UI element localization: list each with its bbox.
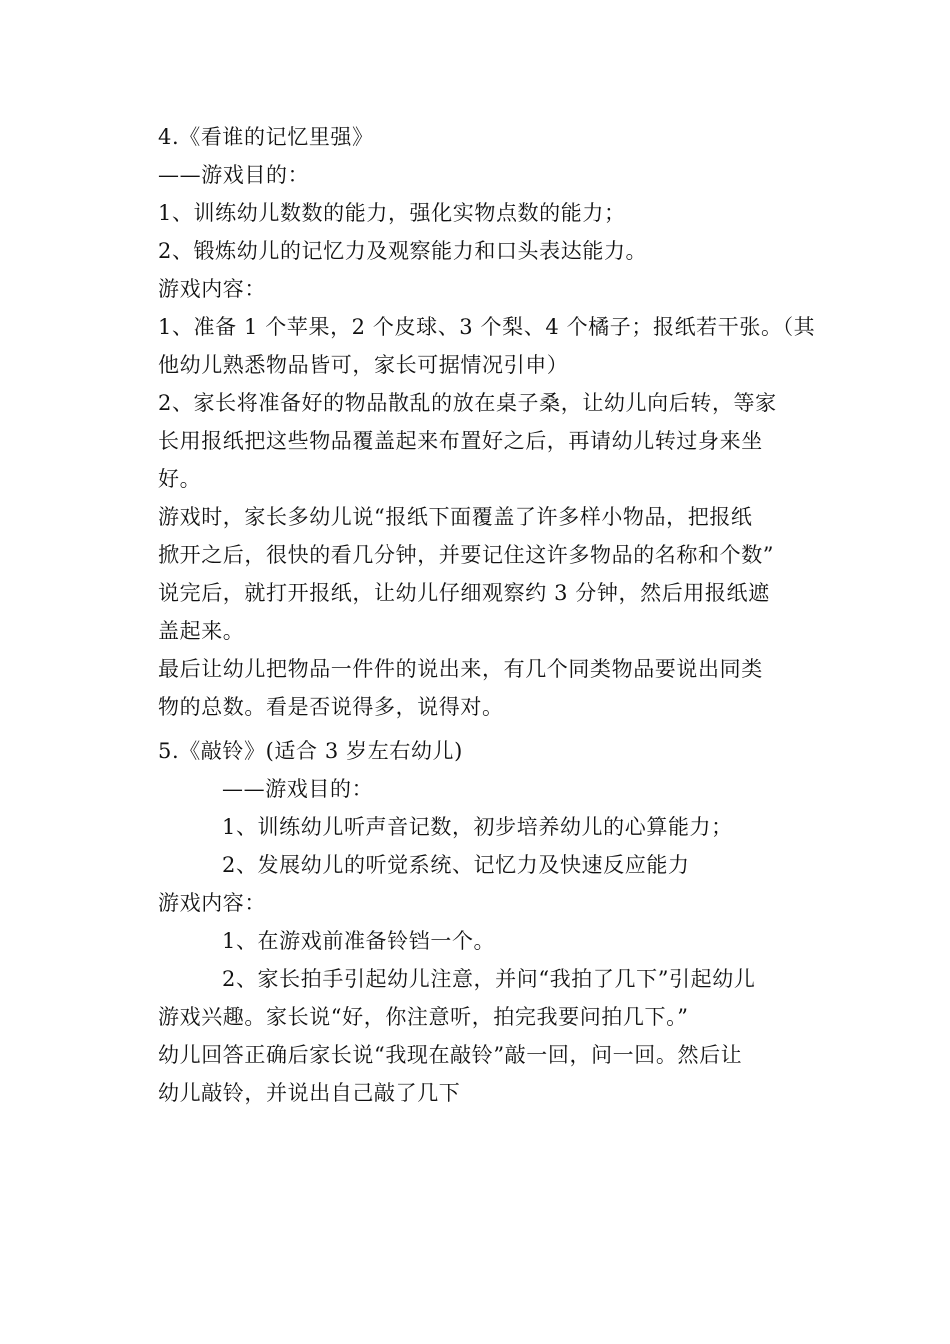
section-5-line: 幼儿敲铃，并说出自己敲了几下: [158, 1081, 461, 1105]
section-5-title: 5.《敲铃》(适合 3 岁左右幼儿): [158, 739, 463, 763]
section-5-goal-2: 2、发展幼儿的听觉系统、记忆力及快速反应能力: [222, 853, 690, 877]
section-4-line: 2、家长将准备好的物品散乱的放在桌子桑，让幼儿向后转，等家: [158, 391, 777, 415]
section-4-line: 盖起来。: [158, 619, 245, 643]
document-body: [158, 118, 816, 1112]
section-4-title: 4.《看谁的记忆里强》: [158, 125, 374, 149]
section-5-goal-heading: ——游戏目的：: [222, 777, 374, 801]
section-5-line: 幼儿回答正确后家长说“我现在敲铃”敲一回，问一回。然后让: [158, 1043, 743, 1067]
section-4-line: 最后让幼儿把物品一件件的说出来，有几个同类物品要说出同类: [158, 657, 763, 681]
section-4-line: 长用报纸把这些物品覆盖起来布置好之后，再请幼儿转过身来坐: [158, 429, 763, 453]
section-4-line: 物的总数。看是否说得多，说得对。: [158, 695, 504, 719]
section-5-step-1: 1、在游戏前准备铃铛一个。: [222, 929, 496, 953]
section-4-goal-2: 2、锻炼幼儿的记忆力及观察能力和口头表达能力。: [158, 239, 648, 263]
section-4-content-heading: 游戏内容：: [158, 277, 266, 301]
section-4-line: 说完后，就打开报纸，让幼儿仔细观察约 3 分钟，然后用报纸遮: [158, 581, 770, 605]
section-4-line: 他幼儿熟悉物品皆可，家长可据情况引申）: [158, 353, 569, 377]
section-5-line: 游戏兴趣。家长说“好，你注意听，拍完我要问拍几下。”: [158, 1005, 689, 1029]
section-4-line: 好。: [158, 467, 202, 491]
section-4-goal-1: 1、训练幼儿数数的能力，强化实物点数的能力；: [158, 201, 626, 225]
section-4-line: 游戏时，家长多幼儿说“报纸下面覆盖了许多样小物品，把报纸: [158, 505, 753, 529]
section-4-line: 掀开之后，很快的看几分钟，并要记住这许多物品的名称和个数”: [158, 543, 775, 567]
section-4-line: 1、准备 1 个苹果，2 个皮球、3 个梨、4 个橘子；报纸若干张。（其: [158, 315, 816, 339]
section-5-goal-1: 1、训练幼儿听声音记数，初步培养幼儿的心算能力；: [222, 815, 733, 839]
section-5-content-heading: 游戏内容：: [158, 891, 266, 915]
section-5-step-2: 2、家长拍手引起幼儿注意，并问“我拍了几下”引起幼儿: [222, 967, 756, 991]
section-4-goal-heading: ——游戏目的：: [158, 163, 310, 187]
